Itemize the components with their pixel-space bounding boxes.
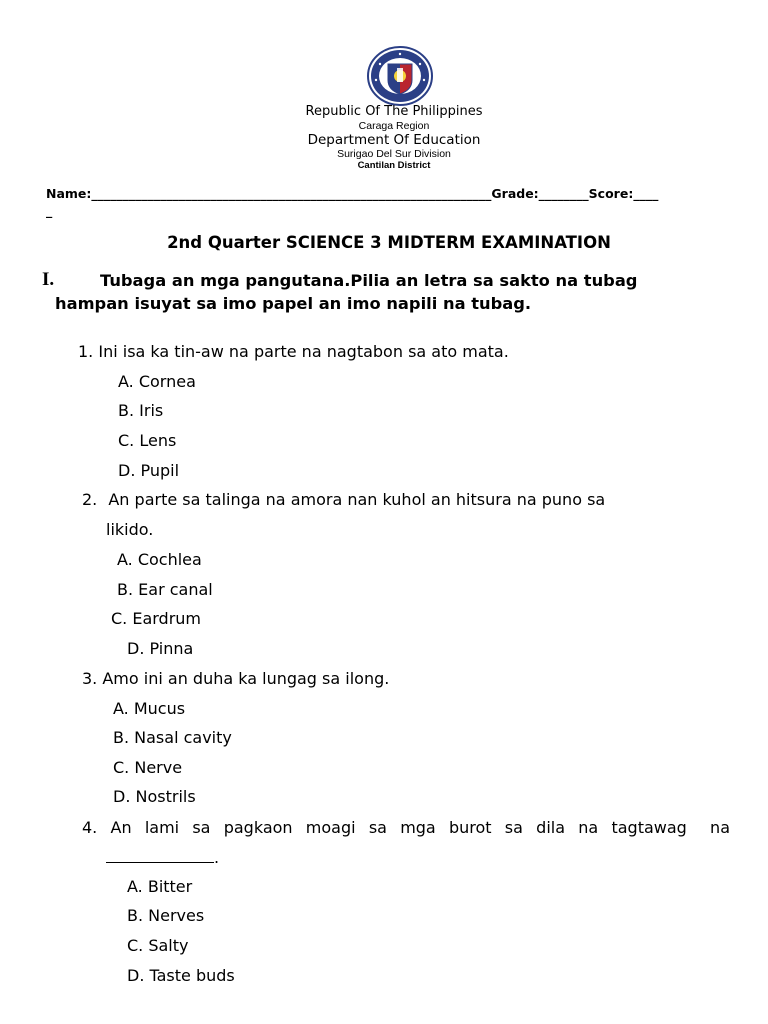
choice-1a[interactable]: A. Cornea [118,372,196,391]
choice-1d[interactable]: D. Pupil [118,461,180,480]
question-word: sa [192,818,211,837]
question-word: mga [400,818,436,837]
question-word: dila [536,818,566,837]
question-word: sa [504,818,523,837]
question-text: An parte sa talinga na amora nan kuhol an hitsura na puno sa [108,490,606,509]
choice-1b[interactable]: B. Iris [118,401,164,420]
choice-2c[interactable]: C. Eardrum [111,609,202,628]
choice-4a[interactable]: A. Bitter [127,877,193,896]
deped-seal-logo [366,46,434,106]
choice-4c[interactable]: C. Salty [127,936,189,955]
question-4 [82,818,730,837]
choice-2b[interactable]: B. Ear canal [117,580,213,599]
section-number: I. [42,269,55,290]
question-word: na [578,818,599,837]
question-word: pagkaon [223,818,293,837]
question-3 [82,669,389,688]
district-heading: Cantilan District [357,160,431,171]
question-number: 4. [82,818,98,837]
choice-4d[interactable]: D. Taste buds [127,966,235,985]
student-info-line-continuation: _ [46,203,53,218]
choice-4b[interactable]: B. Nerves [127,906,205,925]
question-word: An [110,818,132,837]
blank-line[interactable] [106,848,214,863]
question-number: 1. [78,342,94,361]
question-word: burot [448,818,492,837]
choice-2a[interactable]: A. Cochlea [117,550,202,569]
section-instruction-line2: hampan isuyat sa imo papel an imo napili na tubag. [55,294,532,313]
choice-3a[interactable]: A. Mucus [113,699,186,718]
answer-blank[interactable] [106,848,219,867]
student-info-line[interactable]: Name:________________________________________________________________Grade:________Score:____ [46,186,659,201]
region-heading: Caraga Region [358,120,430,132]
question-word: na [710,818,730,837]
division-heading: Surigao Del Sur Division [337,148,451,160]
exam-title: 2nd Quarter SCIENCE 3 MIDTERM EXAMINATION [167,233,611,252]
question-word: tagtawag [611,818,687,837]
question-text: Amo ini an duha ka lungag sa ilong. [102,669,390,688]
question-word: moagi [305,818,356,837]
choice-3b[interactable]: B. Nasal cavity [113,728,232,747]
republic-heading: Republic Of The Philippines [305,104,483,119]
question-word: lami [144,818,180,837]
question-2 [82,490,605,509]
question-text: Ini isa ka tin-aw na parte na nagtabon sa ato mata. [98,342,509,361]
choice-3c[interactable]: C. Nerve [113,758,183,777]
question-1 [78,342,509,361]
blank-end-period: . [214,848,220,867]
question-2-text-cont: likido. [106,520,154,539]
department-heading: Department Of Education [307,132,481,148]
choice-3d[interactable]: D. Nostrils [113,787,196,806]
choice-1c[interactable]: C. Lens [118,431,177,450]
question-number: 3. [82,669,98,688]
question-number: 2. [82,490,98,509]
choice-2d[interactable]: D. Pinna [127,639,194,658]
section-instruction-line1: Tubaga an mga pangutana.Pilia an letra sa sakto na tubag [100,271,638,290]
question-word: sa [368,818,387,837]
